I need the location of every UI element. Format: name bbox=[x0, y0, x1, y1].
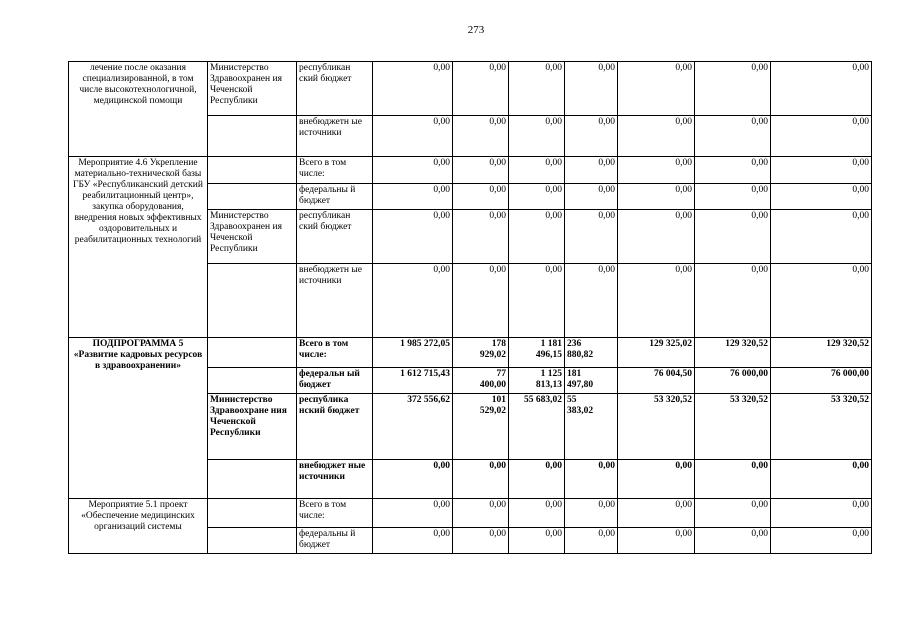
value-cell: 0,00 bbox=[373, 210, 453, 264]
value-cell: 0,00 bbox=[509, 62, 565, 116]
value-cell: 0,00 bbox=[618, 460, 695, 499]
executor-cell bbox=[208, 157, 297, 184]
value-cell: 0,00 bbox=[695, 116, 771, 157]
value-cell: 0,00 bbox=[373, 157, 453, 184]
value-cell: 181 497,80 bbox=[565, 368, 618, 394]
funding-source-cell: федеральны й бюджет bbox=[297, 528, 373, 554]
value-cell: 0,00 bbox=[373, 184, 453, 210]
value-cell: 0,00 bbox=[565, 460, 618, 499]
value-cell: 0,00 bbox=[565, 157, 618, 184]
value-cell: 0,00 bbox=[695, 210, 771, 264]
value-cell: 0,00 bbox=[509, 116, 565, 157]
value-cell: 0,00 bbox=[453, 264, 509, 338]
activity-cell: Мероприятие 4.6 Укрепление материально-технической базы ГБУ «Республиканский детский реабилитационный центр», закупка оборудования, внедрения новых эффективных оздоровительных и реабилитационных технологий bbox=[69, 157, 208, 338]
value-cell: 0,00 bbox=[453, 184, 509, 210]
value-cell: 55 383,02 bbox=[565, 394, 618, 460]
value-cell: 0,00 bbox=[565, 528, 618, 554]
page-number: 273 bbox=[467, 24, 485, 36]
value-cell: 0,00 bbox=[373, 62, 453, 116]
value-cell: 0,00 bbox=[509, 184, 565, 210]
value-cell: 0,00 bbox=[453, 62, 509, 116]
funding-source-cell: Всего в том числе: bbox=[297, 499, 373, 528]
value-cell: 0,00 bbox=[618, 499, 695, 528]
value-cell: 0,00 bbox=[771, 499, 872, 528]
value-cell: 76 000,00 bbox=[695, 368, 771, 394]
executor-cell bbox=[208, 264, 297, 338]
funding-source-cell: Всего в том числе: bbox=[297, 157, 373, 184]
value-cell: 0,00 bbox=[373, 264, 453, 338]
value-cell: 1 612 715,43 bbox=[373, 368, 453, 394]
value-cell: 0,00 bbox=[509, 499, 565, 528]
table-row bbox=[69, 499, 872, 528]
value-cell: 0,00 bbox=[373, 116, 453, 157]
value-cell: 0,00 bbox=[695, 499, 771, 528]
executor-cell bbox=[208, 116, 297, 157]
value-cell: 0,00 bbox=[373, 499, 453, 528]
value-cell: 0,00 bbox=[618, 116, 695, 157]
value-cell: 0,00 bbox=[618, 62, 695, 116]
funding-source-cell: федеральны й бюджет bbox=[297, 184, 373, 210]
funding-source-cell: внебюджетн ые источники bbox=[297, 116, 373, 157]
value-cell: 0,00 bbox=[618, 210, 695, 264]
funding-source-cell: республика нский бюджет bbox=[297, 394, 373, 460]
value-cell: 55 683,02 bbox=[509, 394, 565, 460]
activity-cell: лечение после оказания специализированной, в том числе высокотехнологичной, медицинской помощи bbox=[69, 62, 208, 157]
value-cell: 0,00 bbox=[373, 528, 453, 554]
executor-cell bbox=[208, 499, 297, 528]
value-cell: 0,00 bbox=[695, 264, 771, 338]
value-cell: 0,00 bbox=[618, 184, 695, 210]
value-cell: 76 004,50 bbox=[618, 368, 695, 394]
executor-cell bbox=[208, 338, 297, 368]
value-cell: 129 320,52 bbox=[695, 338, 771, 368]
value-cell: 0,00 bbox=[565, 62, 618, 116]
funding-source-cell: внебюджет ные источники bbox=[297, 460, 373, 499]
value-cell: 0,00 bbox=[771, 62, 872, 116]
value-cell: 178 929,02 bbox=[453, 338, 509, 368]
value-cell: 0,00 bbox=[509, 264, 565, 338]
value-cell: 0,00 bbox=[565, 184, 618, 210]
value-cell: 0,00 bbox=[565, 210, 618, 264]
budget-table bbox=[68, 61, 872, 554]
value-cell: 129 320,52 bbox=[771, 338, 872, 368]
value-cell: 0,00 bbox=[565, 499, 618, 528]
executor-cell bbox=[208, 460, 297, 499]
executor-cell bbox=[208, 528, 297, 554]
funding-source-cell: Всего в том числе: bbox=[297, 338, 373, 368]
value-cell: 1 125 813,13 bbox=[509, 368, 565, 394]
value-cell: 0,00 bbox=[453, 157, 509, 184]
executor-cell bbox=[208, 184, 297, 210]
value-cell: 0,00 bbox=[565, 116, 618, 157]
value-cell: 0,00 bbox=[453, 460, 509, 499]
value-cell: 0,00 bbox=[453, 499, 509, 528]
value-cell: 0,00 bbox=[509, 460, 565, 499]
value-cell: 53 320,52 bbox=[695, 394, 771, 460]
value-cell: 0,00 bbox=[509, 157, 565, 184]
value-cell: 76 000,00 bbox=[771, 368, 872, 394]
value-cell: 77 400,00 bbox=[453, 368, 509, 394]
value-cell: 0,00 bbox=[695, 62, 771, 116]
subprogram-title-cell: ПОДПРОГРАММА 5 «Развитие кадровых ресурсов в здравоохранении» bbox=[69, 338, 208, 499]
executor-cell: Министерство Здравоохранен ия Чеченской Республики bbox=[208, 210, 297, 264]
value-cell: 0,00 bbox=[771, 116, 872, 157]
value-cell: 0,00 bbox=[453, 528, 509, 554]
value-cell: 129 325,02 bbox=[618, 338, 695, 368]
funding-source-cell: федеральн ый бюджет bbox=[297, 368, 373, 394]
funding-source-cell: республикан ский бюджет bbox=[297, 210, 373, 264]
table-row bbox=[69, 62, 872, 116]
value-cell: 0,00 bbox=[618, 157, 695, 184]
activity-cell: Мероприятие 5.1 проект «Обеспечение медицинских организаций системы bbox=[69, 499, 208, 554]
value-cell: 372 556,62 bbox=[373, 394, 453, 460]
value-cell: 0,00 bbox=[771, 264, 872, 338]
funding-source-cell: внебюджетн ые источники bbox=[297, 264, 373, 338]
value-cell: 0,00 bbox=[453, 210, 509, 264]
table-row bbox=[69, 338, 872, 368]
value-cell: 0,00 bbox=[695, 157, 771, 184]
value-cell: 53 320,52 bbox=[771, 394, 872, 460]
executor-cell: Министерство Здравоохране ния Чеченской Республики bbox=[208, 394, 297, 460]
value-cell: 0,00 bbox=[771, 210, 872, 264]
value-cell: 0,00 bbox=[618, 528, 695, 554]
value-cell: 0,00 bbox=[771, 460, 872, 499]
value-cell: 0,00 bbox=[373, 460, 453, 499]
value-cell: 236 880,82 bbox=[565, 338, 618, 368]
value-cell: 101 529,02 bbox=[453, 394, 509, 460]
value-cell: 0,00 bbox=[453, 116, 509, 157]
value-cell: 53 320,52 bbox=[618, 394, 695, 460]
value-cell: 0,00 bbox=[695, 460, 771, 499]
table-row bbox=[69, 157, 872, 184]
value-cell: 1 985 272,05 bbox=[373, 338, 453, 368]
funding-source-cell: республикан ский бюджет bbox=[297, 62, 373, 116]
value-cell: 0,00 bbox=[509, 528, 565, 554]
value-cell: 0,00 bbox=[618, 264, 695, 338]
value-cell: 0,00 bbox=[565, 264, 618, 338]
value-cell: 0,00 bbox=[695, 528, 771, 554]
value-cell: 0,00 bbox=[771, 184, 872, 210]
value-cell: 0,00 bbox=[695, 184, 771, 210]
value-cell: 0,00 bbox=[771, 528, 872, 554]
executor-cell: Министерство Здравоохранен ия Чеченской Республики bbox=[208, 62, 297, 116]
executor-cell bbox=[208, 368, 297, 394]
value-cell: 1 181 496,15 bbox=[509, 338, 565, 368]
value-cell: 0,00 bbox=[509, 210, 565, 264]
value-cell: 0,00 bbox=[771, 157, 872, 184]
